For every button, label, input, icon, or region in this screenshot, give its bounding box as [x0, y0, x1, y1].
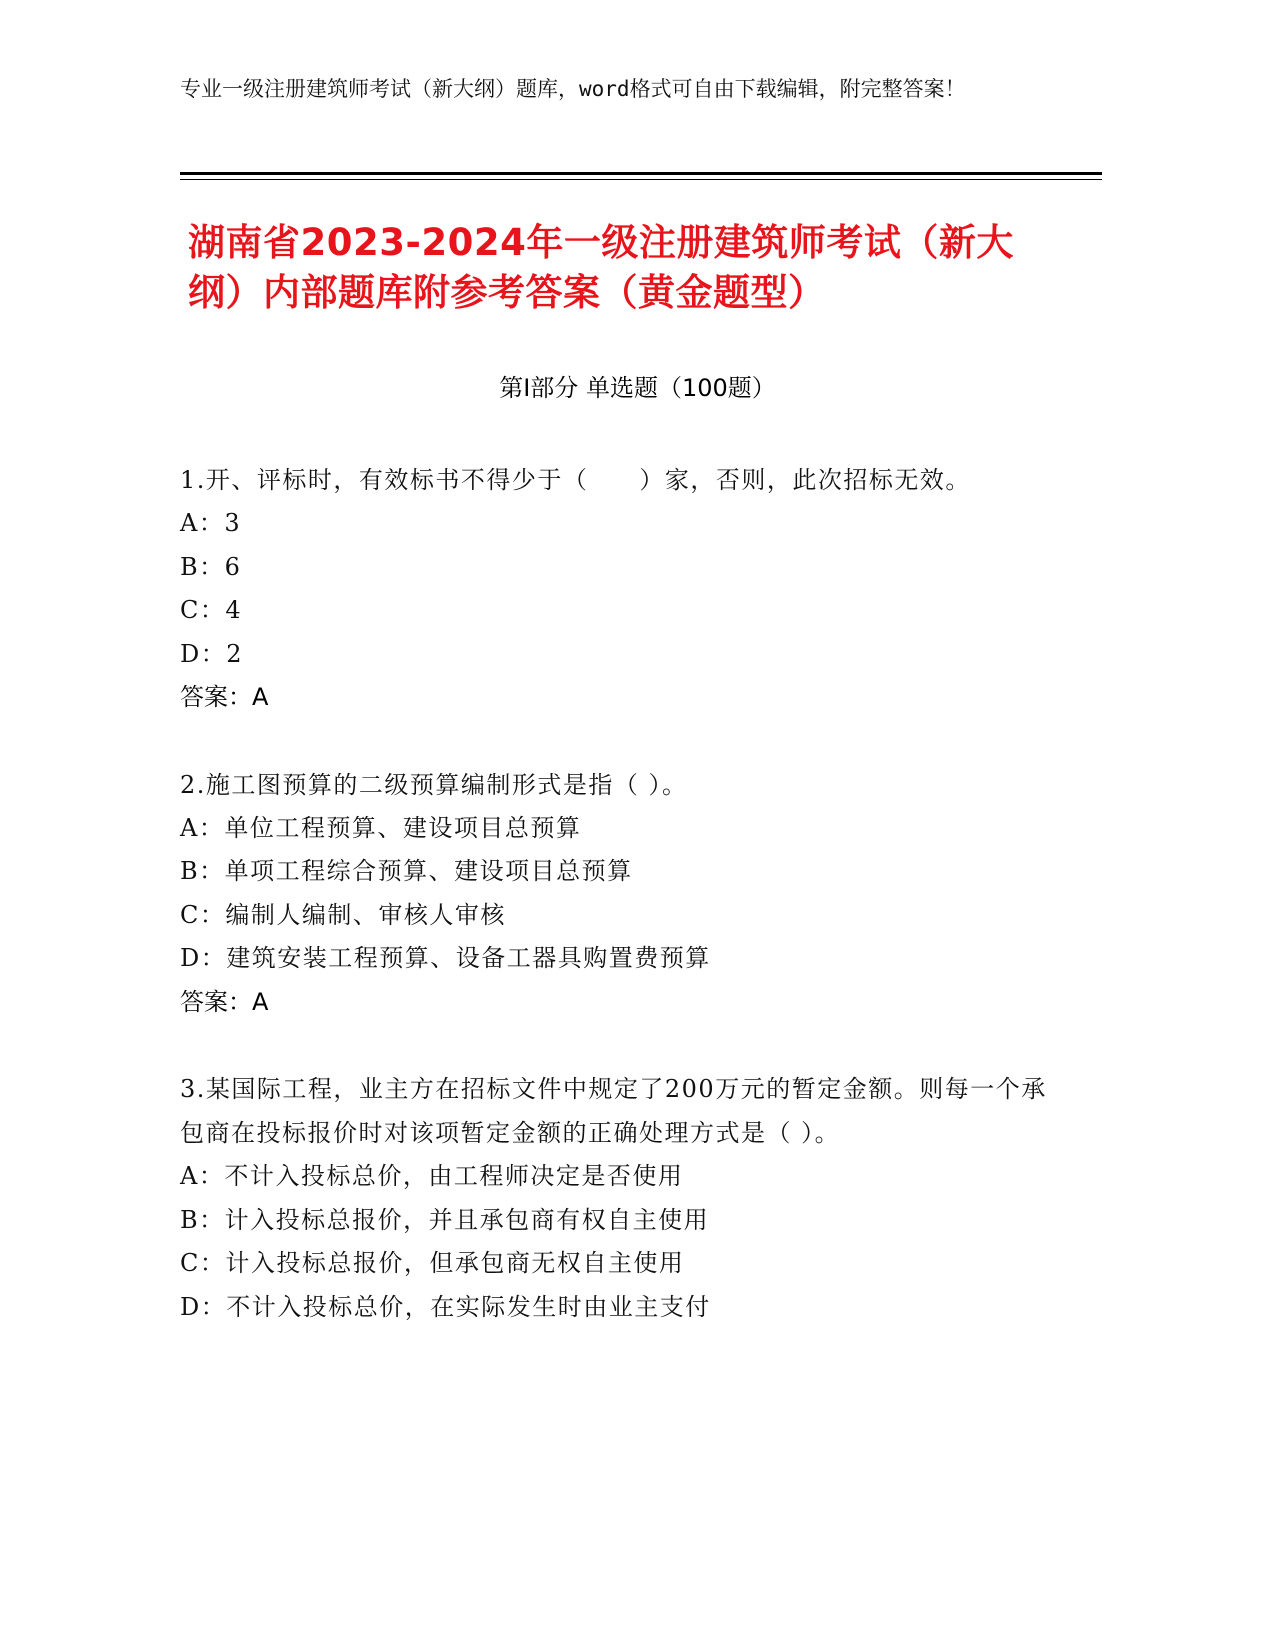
option-text: 编制人编制、审核人审核: [225, 900, 506, 929]
question-block: [180, 1067, 1060, 1329]
option-item: [180, 1199, 1060, 1243]
option-letter: A：: [180, 813, 225, 842]
section-heading: 第Ⅰ部分 单选题（100题）: [499, 374, 776, 402]
question-block: [180, 763, 1060, 1025]
header-note: 专业一级注册建筑师考试（新大纲）题库，word格式可自由下载编辑，附完整答案！: [180, 77, 966, 101]
option-text: 建筑安装工程预算、设备工器具购置费预算: [226, 944, 711, 972]
option-list: [180, 1155, 1060, 1329]
option-letter: A：: [180, 509, 225, 537]
option-item: [180, 546, 1060, 590]
option-item: [180, 633, 1060, 677]
option-item: [180, 589, 1060, 633]
option-list: [180, 807, 1060, 981]
option-text: 不计入投标总价，由工程师决定是否使用: [224, 1162, 684, 1190]
question-list: [180, 458, 1060, 1329]
option-item: [180, 502, 1060, 546]
option-letter: C：: [180, 900, 226, 929]
option-text: 计入投标总报价，并且承包商有权自主使用: [224, 1205, 710, 1234]
answer-line: [180, 676, 1060, 720]
option-letter: A：: [180, 1162, 225, 1190]
option-letter: B：: [180, 857, 225, 885]
option-text: 3: [224, 509, 242, 537]
option-letter: D：: [180, 639, 227, 668]
option-text: 不计入投标总价，在实际发生时由业主支付: [226, 1292, 711, 1321]
option-text: 单位工程预算、建设项目总预算: [224, 813, 582, 842]
answer-label: 答案：: [180, 683, 252, 711]
option-letter: B：: [180, 1205, 225, 1234]
option-letter: C：: [180, 596, 226, 624]
option-text: 6: [224, 552, 242, 581]
document-title: 湖南省2023-2024年一级注册建筑师考试（新大纲）内部题库附参考答案（黄金题型）: [188, 221, 1014, 314]
option-item: [180, 1242, 1060, 1286]
option-letter: D：: [180, 1292, 227, 1321]
answer-value: A: [252, 683, 269, 711]
question-stem: 3.某国际工程，业主方在招标文件中规定了200万元的暂定金额。则每一个承包商在投标报价时对该项暂定金额的正确处理方式是（ ）。: [180, 1075, 1047, 1147]
header-divider-thick: [180, 172, 1102, 175]
answer-line: [180, 981, 1060, 1025]
option-text: 4: [225, 596, 243, 624]
option-list: [180, 502, 1060, 676]
answer-value: A: [252, 987, 269, 1016]
option-item: [180, 1155, 1060, 1199]
option-item: [180, 937, 1060, 981]
option-item: [180, 850, 1060, 894]
option-letter: D：: [180, 944, 227, 972]
header-divider-thin: [180, 179, 1102, 180]
option-text: 2: [226, 639, 244, 668]
option-text: 单项工程综合预算、建设项目总预算: [224, 857, 633, 885]
question-block: [180, 458, 1060, 720]
option-letter: C：: [180, 1249, 226, 1277]
option-item: [180, 1286, 1060, 1330]
option-item: [180, 807, 1060, 851]
question-stem: 1.开、评标时，有效标书不得少于（ ）家，否则，此次招标无效。: [180, 466, 971, 494]
option-item: [180, 894, 1060, 938]
question-stem: 2.施工图预算的二级预算编制形式是指（ ）。: [180, 770, 688, 799]
answer-label: 答案：: [180, 987, 252, 1016]
option-letter: B：: [180, 552, 225, 581]
option-text: 计入投标总报价，但承包商无权自主使用: [225, 1249, 685, 1277]
